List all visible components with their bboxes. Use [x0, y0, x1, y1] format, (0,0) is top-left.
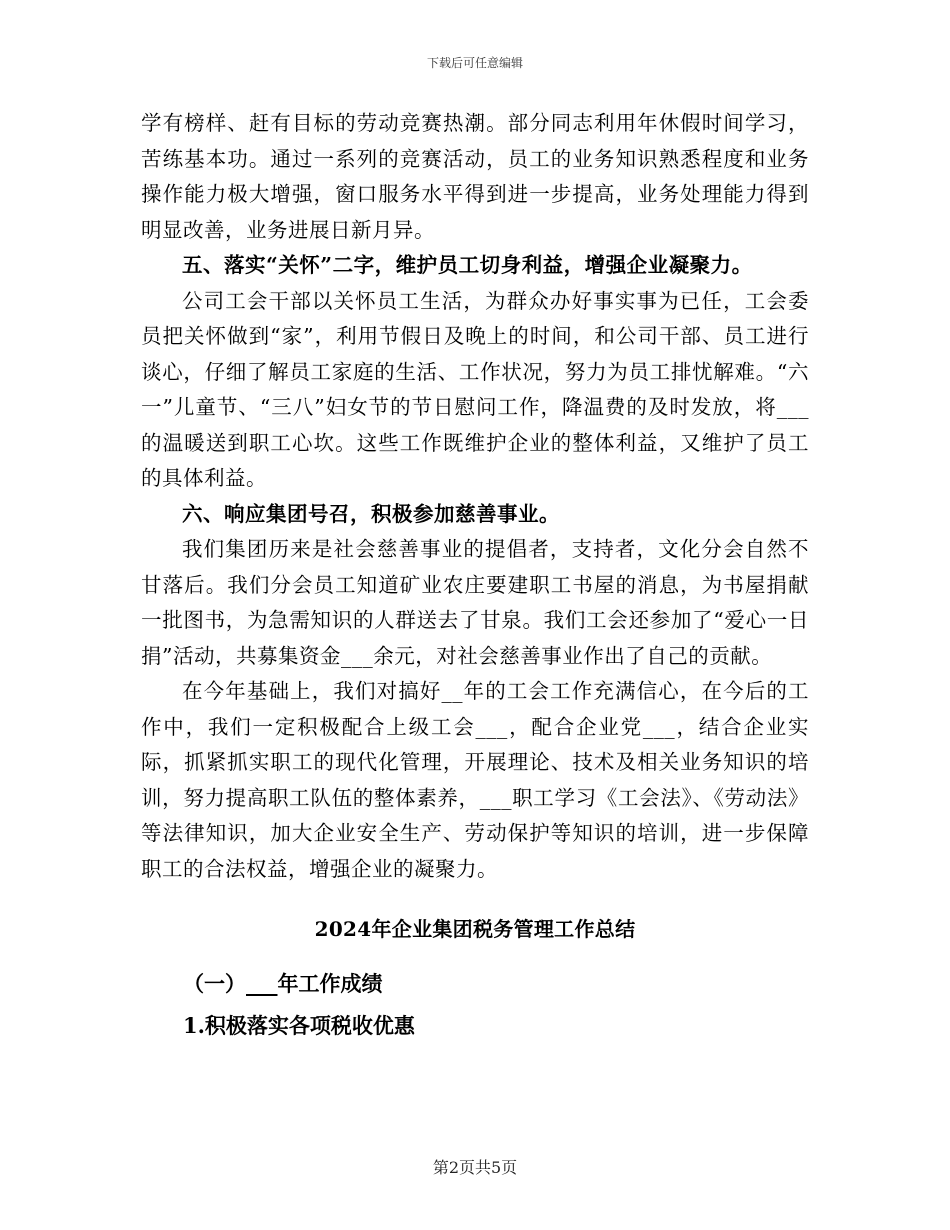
- heading-five: 五、落实“关怀”二字，维护员工切身利益，增强企业凝聚力。: [182, 253, 753, 277]
- paragraph-six: 我们集团历来是社会慈善事业的提倡者，支持者，文化分会自然不甘落后。我们分会员工知道矿业农庄要建职工书屋的消息，为书屋捐献一批图书，为急需知识的人群送去了甘泉。我们工会还参加了“爱心一日捐”活动，共募集资金___余元，对社会慈善事业作出了自己的贡献。: [141, 537, 809, 668]
- paragraph-continuation: 学有榜样、赶有目标的劳动竞赛热潮。部分同志利用年休假时间学习，苦练基本功。通过一系列的竞赛活动，员工的业务知识熟悉程度和业务操作能力极大增强，窗口服务水平得到进一步提高，业务处理能力得到明显改善，业务进展日新月异。: [141, 111, 809, 242]
- heading-six: 六、响应集团号召，积极参加慈善事业。: [182, 501, 560, 526]
- section-heading: （一）___年工作成绩: [183, 971, 383, 996]
- document-title: 2024年企业集团税务管理工作总结: [314, 917, 636, 941]
- item-heading: 1.积极落实各项税收优惠: [183, 1013, 415, 1038]
- paragraph-closing: 在今年基础上，我们对搞好__年的工会工作充满信心，在今后的工作中，我们一定积极配合上级工会___，配合企业党___，结合企业实际，抓紧抓实职工的现代化管理，开展理论、技术及相关业务知识的培训，努力提高职工队伍的整体素养，___职工学习《工会法》、《劳动法》等法律知识，加大企业安全生产、劳动保护等知识的培训，进一步保障职工的合法权益，增强企业的凝聚力。: [141, 679, 809, 881]
- page-number: 第2页共5页: [432, 1158, 518, 1177]
- header-note: 下载后可任意编辑: [426, 56, 523, 70]
- document-body: [141, 106, 809, 1045]
- paragraph-five: 公司工会干部以关怀员工生活，为群众办好事实事为已任，工会委员把关怀做到“家”，利用节假日及晚上的时间，和公司干部、员工进行谈心，仔细了解员工家庭的生活、工作状况，努力为员工排忧解难。“六一”儿童节、“三八”妇女节的节日慰问工作，降温费的及时发放，将___的温暖送到职工心坎。这些工作既维护企业的整体利益，又维护了员工的具体利益。: [141, 288, 809, 490]
